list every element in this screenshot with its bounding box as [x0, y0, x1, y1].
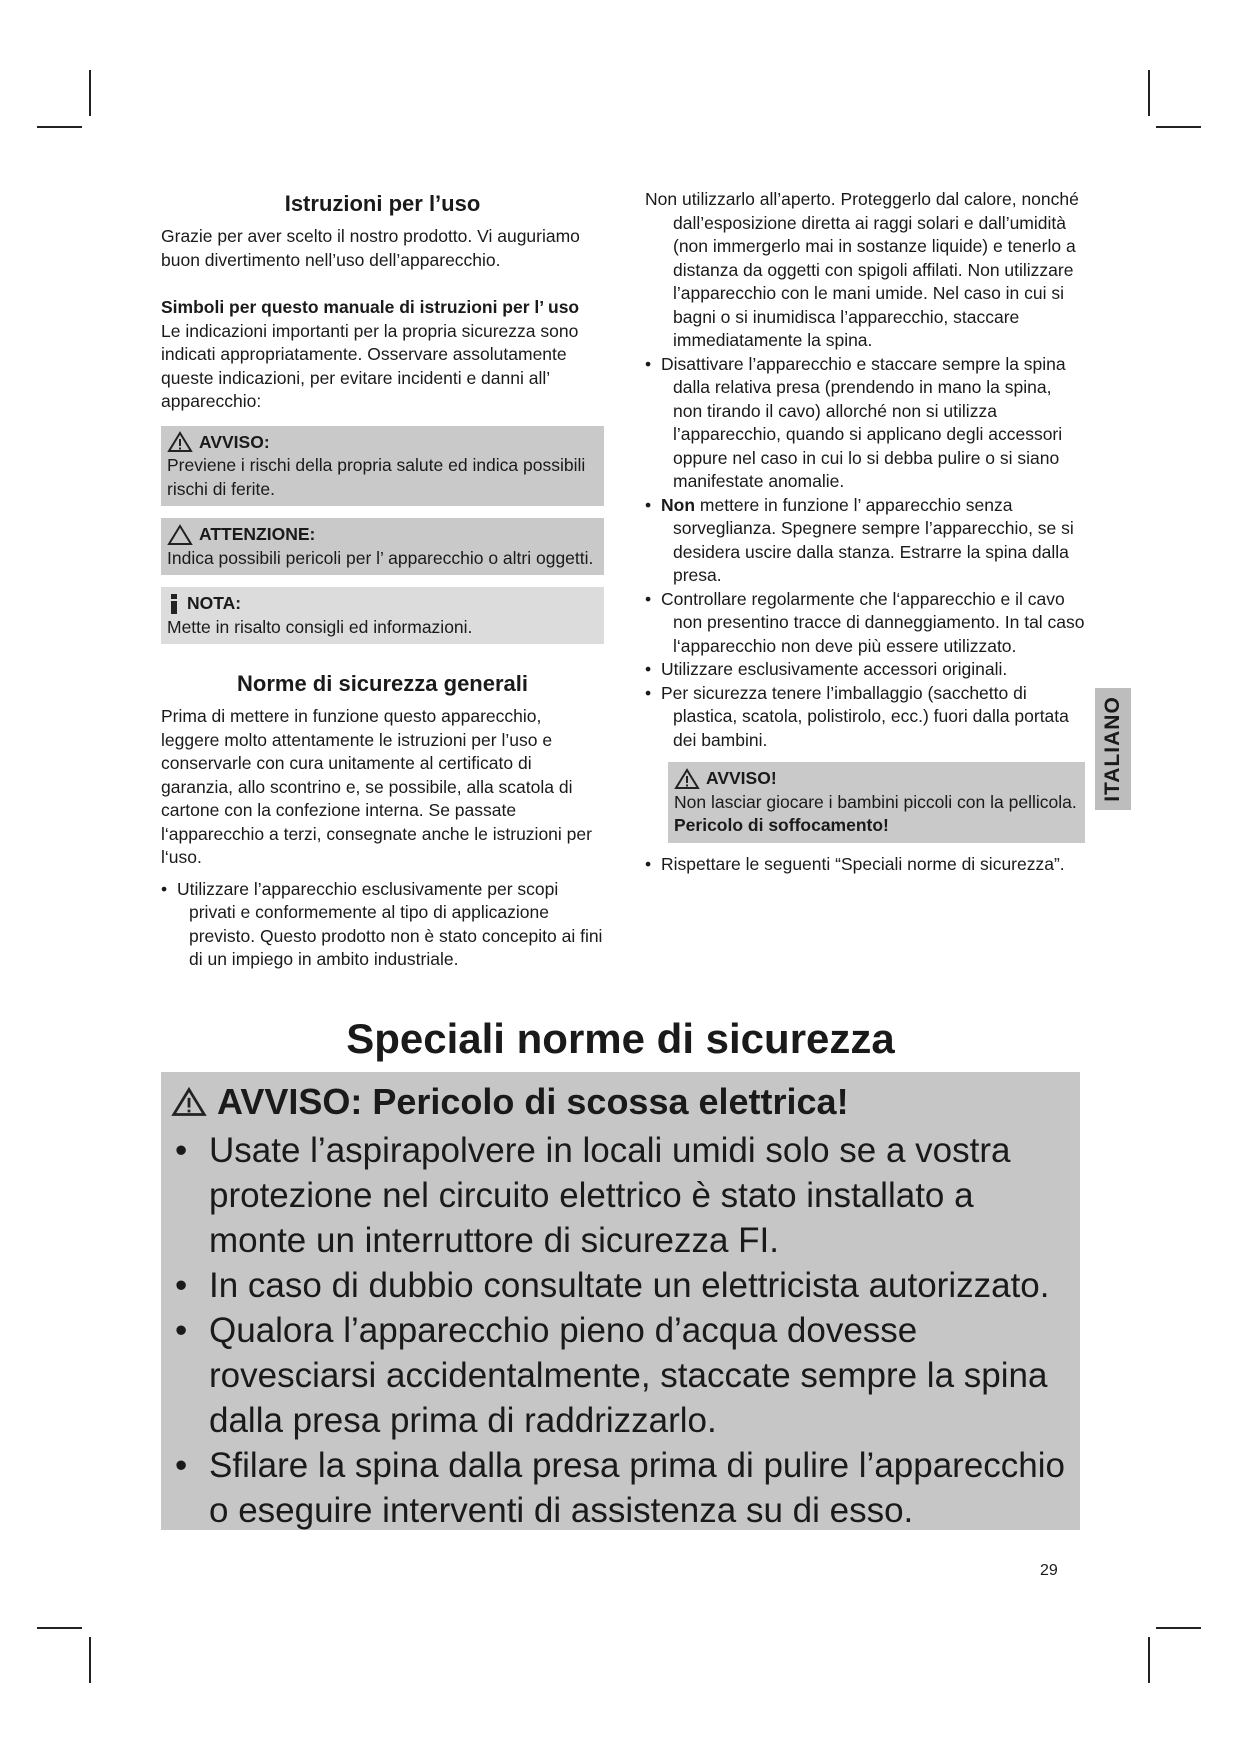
crop-mark: [1156, 1627, 1201, 1629]
crop-mark: [89, 70, 91, 116]
special-warning: AVVISO: Pericolo di scossa elettrica!: [217, 1081, 849, 1122]
right-column: [645, 190, 1085, 876]
nota-label: NOTA:: [187, 593, 242, 613]
info-icon: [167, 593, 181, 615]
avviso2-bold: Pericolo di soffocamento!: [674, 815, 889, 835]
warning-triangle-icon: [171, 1086, 207, 1118]
special-safety-title: Speciali norme di sicurezza: [346, 1015, 895, 1062]
continued-text: Non utilizzarlo all’aperto. Proteggerlo dal calore, nonché dall’esposizione diretta ai raggi solari e dall’umidità (non immergerlo mai in sostanze liquide) e tenerlo a distanza da oggetti con spigoli affilati. Non utilizzare l’apparecchio con le mani umide. Nel caso in cui si bagni o si inumidisca l’apparecchio, staccare immediatamente la spina.: [645, 189, 1079, 350]
nota-box: [161, 587, 604, 644]
list-item: • Usate l’aspirapolvere in locali umidi solo se a vostra protezione nel circuito elettrico è stato installato a monte un interruttore di sicurezza FI.: [171, 1128, 1080, 1263]
list-item: • Per sicurezza tenere l’imballaggio (sacchetto di plastica, scatola, polistirolo, ecc.) fuori dalla portata dei bambini.: [645, 682, 1085, 753]
special-safety-box: [161, 1072, 1080, 1530]
avviso-label: AVVISO:: [199, 431, 270, 452]
crop-mark: [37, 1627, 82, 1629]
nota-text: Mette in risalto consigli ed informazioni.: [167, 616, 473, 637]
right-bullet-list: [645, 353, 1085, 753]
crop-mark: [89, 1637, 91, 1683]
crop-mark: [37, 126, 82, 128]
list-item: • Utilizzare l’apparecchio esclusivamente per scopi privati e conformemente al tipo di applicazione previsto. Questo prodotto non è stato concepito ai fini di un impiego in ambito industriale.: [161, 878, 604, 972]
caution-triangle-icon: [167, 524, 193, 546]
list-item: [645, 494, 1085, 588]
page-number: 29: [1040, 1562, 1058, 1579]
crop-mark: [1148, 1637, 1150, 1683]
language-tab-label: ITALIANO: [1101, 696, 1124, 802]
list-item: • Utilizzare esclusivamente accessori originali.: [645, 658, 1085, 682]
symbols-text: Le indicazioni importanti per la propria sicurezza sono indicati appropriatamente. Osservare assolutamente queste indicazioni, per evitare incidenti e danni all’ apparecchio:: [161, 320, 579, 411]
bold-word: Non: [661, 494, 696, 515]
avviso-box: [161, 426, 604, 507]
list-item: • In caso di dubbio consultate un elettricista autorizzato.: [171, 1263, 1080, 1308]
avviso-text: Previene i rischi della propria salute ed indica possibili rischi di ferite.: [167, 455, 586, 499]
attenzione-box: [161, 518, 604, 575]
list-item: • Disattivare l’apparecchio e staccare sempre la spina dalla relativa presa (prendendo in mano la spina, non tirando il cavo) allorché non si utilizza l’apparecchio, quando si applicano degli accessori oppure nel caso in cui lo si debba pulire o si siano manifestate anomalie.: [645, 353, 1085, 494]
left-column: [161, 190, 604, 972]
avviso2-text: Non lasciar giocare i bambini piccoli con la pellicola.: [674, 791, 1077, 812]
crop-mark: [1156, 126, 1201, 128]
crop-mark: [1148, 70, 1150, 116]
list-item: • Sfilare la spina dalla presa prima di pulire l’apparecchio o eseguire interventi di assistenza su di esso.: [171, 1443, 1080, 1533]
attenzione-text: Indica possibili pericoli per l’ apparecchio o altri oggetti.: [167, 547, 594, 568]
intro-text: Grazie per aver scelto il nostro prodotto. Vi auguriamo buon divertimento nell’uso dell’apparecchio.: [161, 226, 580, 270]
avviso2-label: AVVISO!: [706, 768, 777, 788]
left-bullet-list: [161, 878, 604, 972]
special-list: [171, 1128, 1080, 1533]
symbols-heading: Simboli per questo manuale di istruzioni per l’ uso: [161, 297, 580, 317]
attenzione-label: ATTENZIONE:: [199, 524, 316, 544]
safety-intro: Prima di mettere in funzione questo apparecchio, leggere molto attentamente le istruzioni per l’uso e conservarle con cura unitamente al certificato di garanzia, allo scontrino e, se possibile, alla scatola di cartone con la confezione interna. Se passate l‘apparecchio a terzi, consegnate anche le istruzioni per l‘uso.: [161, 706, 592, 867]
list-item: • Qualora l’apparecchio pieno d’acqua dovesse rovesciarsi accidentalmente, staccate sempre la spina dalla presa prima di raddrizzarlo.: [171, 1308, 1080, 1443]
list-item-text: mettere in funzione l’ apparecchio senza sorveglianza. Spegnere sempre l’apparecchio, se si desidera uscire dalla stanza. Estrarre la spina dalla presa.: [673, 494, 1074, 585]
safety-title: Norme di sicurezza generali: [237, 671, 528, 696]
list-item: • Rispettare le seguenti “Speciali norme di sicurezza”.: [645, 853, 1085, 877]
list-item: • Controllare regolarmente che l‘apparecchio e il cavo non presentino tracce di danneggiamento. In tal caso l‘apparecchio non deve più essere utilizzato.: [645, 588, 1085, 659]
instructions-title: Istruzioni per l’uso: [284, 191, 481, 216]
language-tab: [1095, 688, 1131, 810]
right-bullet-list-2: [645, 853, 1085, 877]
avviso-children-box: [668, 762, 1085, 843]
warning-triangle-icon: [674, 768, 700, 790]
warning-triangle-icon: [167, 431, 193, 453]
